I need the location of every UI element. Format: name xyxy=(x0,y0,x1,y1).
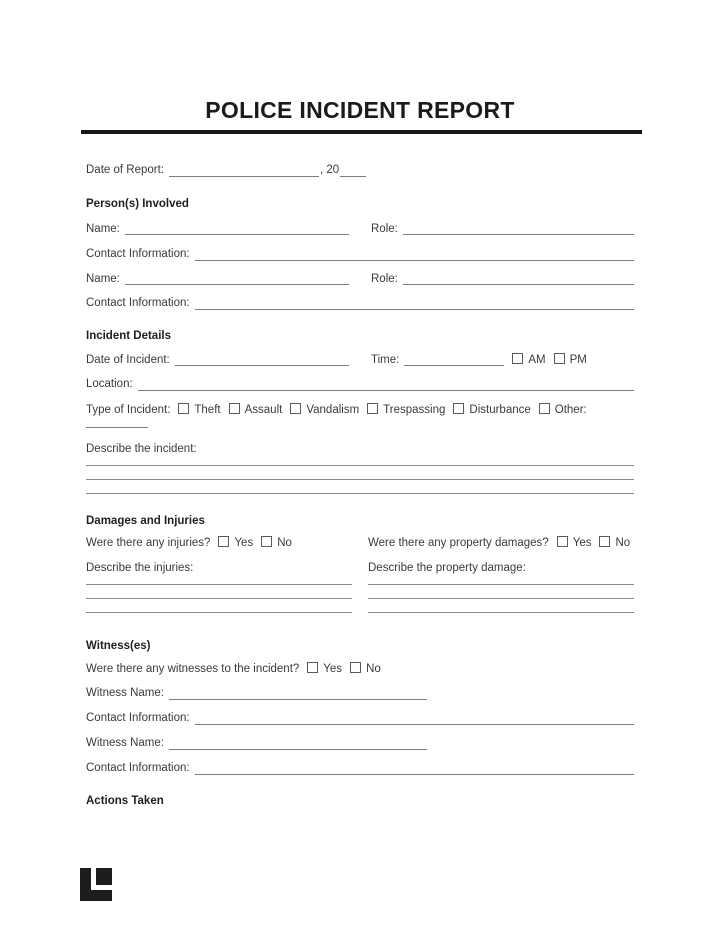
witness-name-label: Witness Name: xyxy=(86,737,164,749)
legal-templates-logo-icon xyxy=(80,868,112,902)
describe-incident-label: Describe the incident: xyxy=(86,443,197,455)
injuries-description-line-2[interactable] xyxy=(86,585,352,599)
witness-name-field-1[interactable] xyxy=(169,687,427,700)
describe-incident-label-row xyxy=(86,442,634,456)
person-1-name-role-row xyxy=(86,222,634,235)
witness-1-name-row xyxy=(86,686,634,700)
checkbox-witnesses-no[interactable] xyxy=(350,662,361,673)
checkbox-am[interactable] xyxy=(512,353,523,364)
checkbox-vandalism[interactable] xyxy=(290,403,301,414)
checkbox-injuries-no[interactable] xyxy=(261,536,272,547)
injuries-column xyxy=(86,536,352,613)
date-of-report-row xyxy=(86,163,634,177)
witnesses-yes-label: Yes xyxy=(323,663,343,675)
legal-templates-logo xyxy=(80,868,112,905)
describe-damage-label-row xyxy=(368,561,634,575)
incident-description-line-1[interactable] xyxy=(86,456,634,466)
page-title: POLICE INCIDENT REPORT xyxy=(205,97,515,123)
time-field[interactable] xyxy=(404,353,504,366)
witness-contact-field-1[interactable] xyxy=(195,712,634,725)
checkbox-assault[interactable] xyxy=(229,403,240,414)
date-of-report-field[interactable] xyxy=(169,164,319,177)
time-label: Time: xyxy=(371,354,400,366)
witness-name-field-2[interactable] xyxy=(169,737,427,750)
other-type-field[interactable] xyxy=(86,417,148,428)
name-field-2[interactable] xyxy=(125,272,349,285)
role-field-1[interactable] xyxy=(403,222,634,235)
incident-type-assault-label: Assault xyxy=(244,404,283,416)
injuries-description-line-1[interactable] xyxy=(86,575,352,585)
am-label: AM xyxy=(528,354,546,366)
checkbox-disturbance[interactable] xyxy=(453,403,464,414)
person-2-name-role-row xyxy=(86,272,634,285)
contact-field-1[interactable] xyxy=(195,248,634,261)
location-label: Location: xyxy=(86,378,133,390)
date-of-report-label: Date of Report: xyxy=(86,164,164,176)
describe-injuries-label: Describe the injuries: xyxy=(86,562,194,574)
person-1-contact-row xyxy=(86,247,634,261)
contact-information-label: Contact Information: xyxy=(86,248,190,260)
contact-information-label: Contact Information: xyxy=(86,297,190,309)
name-field-1[interactable] xyxy=(125,222,349,235)
injuries-question-label: Were there any injuries? xyxy=(86,537,211,549)
incident-description-line-2[interactable] xyxy=(86,466,634,480)
damages-columns xyxy=(86,536,634,613)
injuries-no-label: No xyxy=(277,537,292,549)
incident-type-vandalism-label: Vandalism xyxy=(306,404,360,416)
location-row xyxy=(86,377,634,391)
damage-description-line-1[interactable] xyxy=(368,575,634,585)
role-label: Role: xyxy=(371,223,398,235)
section-heading-incident-details: Incident Details xyxy=(86,330,171,342)
year-field[interactable] xyxy=(340,164,366,177)
witness-name-label: Witness Name: xyxy=(86,687,164,699)
incident-date-time-row xyxy=(86,353,634,366)
damages-no-label: No xyxy=(615,537,631,549)
checkbox-witnesses-yes[interactable] xyxy=(307,662,318,673)
property-damage-column xyxy=(368,536,634,613)
role-field-2[interactable] xyxy=(403,272,634,285)
role-label: Role: xyxy=(371,273,398,285)
incident-type-trespassing-label: Trespassing xyxy=(383,404,446,416)
incident-type-other-label: Other: xyxy=(554,404,587,416)
damages-yes-label: Yes xyxy=(572,537,592,549)
witness-2-name-row xyxy=(86,736,634,750)
witness-2-contact-row xyxy=(86,761,634,775)
date-of-incident-field[interactable] xyxy=(175,353,349,366)
checkbox-theft[interactable] xyxy=(178,403,189,414)
checkbox-other[interactable] xyxy=(539,403,550,414)
type-of-incident-label: Type of Incident: xyxy=(86,404,171,416)
section-heading-actions-taken: Actions Taken xyxy=(86,795,164,807)
witnesses-question-label: Were there any witnesses to the incident? xyxy=(86,663,300,675)
contact-field-2[interactable] xyxy=(195,297,634,310)
section-heading-persons-involved: Person(s) Involved xyxy=(86,198,189,210)
witness-contact-field-2[interactable] xyxy=(195,762,634,775)
injuries-description-line-3[interactable] xyxy=(86,599,352,613)
checkbox-damages-yes[interactable] xyxy=(557,536,568,547)
person-2-contact-row xyxy=(86,296,634,310)
pm-label: PM xyxy=(569,354,587,366)
damages-question-label: Were there any property damages? xyxy=(368,537,549,549)
checkbox-pm[interactable] xyxy=(554,353,565,364)
incident-type-row xyxy=(86,403,634,417)
witnesses-question-row xyxy=(86,662,634,676)
injuries-description-lines xyxy=(86,575,352,613)
incident-description-line-3[interactable] xyxy=(86,480,634,494)
describe-injuries-label-row xyxy=(86,561,352,575)
incident-type-disturbance-label: Disturbance xyxy=(469,404,531,416)
incident-type-theft-label: Theft xyxy=(194,404,221,416)
section-heading-damages-injuries: Damages and Injuries xyxy=(86,515,205,527)
name-label: Name: xyxy=(86,223,120,235)
location-field[interactable] xyxy=(138,378,634,391)
checkbox-damages-no[interactable] xyxy=(599,536,610,547)
name-label: Name: xyxy=(86,273,120,285)
damage-description-line-3[interactable] xyxy=(368,599,634,613)
damage-description-line-2[interactable] xyxy=(368,585,634,599)
incident-description-lines xyxy=(86,456,634,494)
year-prefix-label: , 20 xyxy=(319,164,340,176)
injuries-question-row xyxy=(86,536,352,550)
other-type-row xyxy=(86,417,634,428)
checkbox-injuries-yes[interactable] xyxy=(218,536,229,547)
witnesses-no-label: No xyxy=(366,663,381,675)
checkbox-trespassing[interactable] xyxy=(367,403,378,414)
contact-information-label: Contact Information: xyxy=(86,712,190,724)
damage-description-lines xyxy=(368,575,634,613)
injuries-yes-label: Yes xyxy=(234,537,254,549)
contact-information-label: Contact Information: xyxy=(86,762,190,774)
witness-1-contact-row xyxy=(86,711,634,725)
describe-damage-label: Describe the property damage: xyxy=(368,562,526,574)
section-heading-witnesses: Witness(es) xyxy=(86,640,151,652)
title-divider xyxy=(81,130,642,134)
date-of-incident-label: Date of Incident: xyxy=(86,354,170,366)
damages-question-row xyxy=(368,536,634,550)
